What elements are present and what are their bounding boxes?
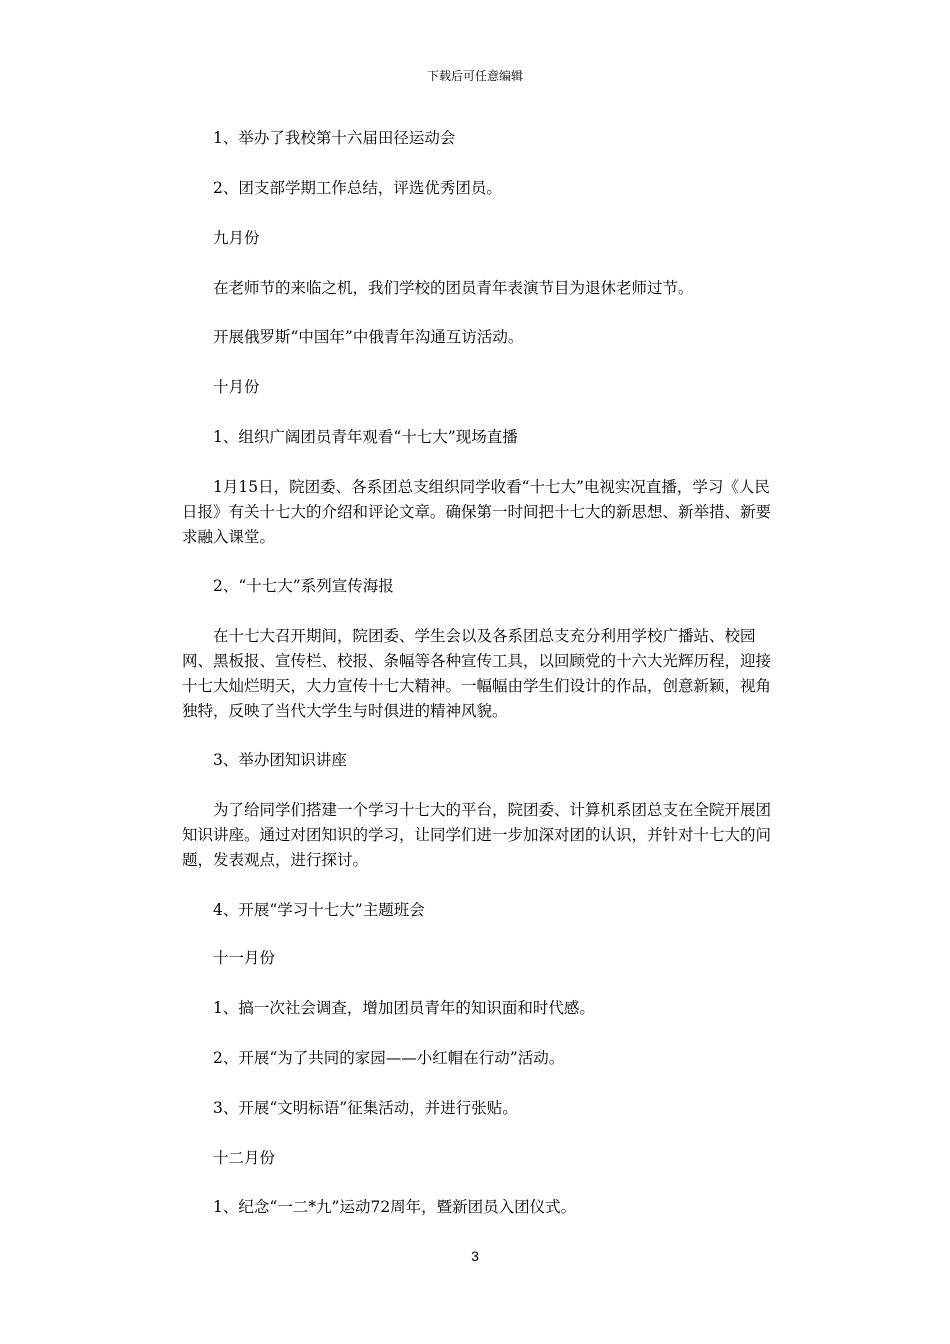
paragraph: 1、纪念“一二*九”运动72周年，暨新团员入团仪式。 bbox=[213, 1198, 577, 1216]
paragraph: 2、“十七大”系列宣传海报 bbox=[213, 577, 394, 595]
paragraph: 2、开展“为了共同的家园——小红帽在行动”活动。 bbox=[213, 1049, 565, 1067]
section-heading-october: 十月份 bbox=[213, 378, 260, 396]
paragraph: 开展俄罗斯“中国年”中俄青年沟通互访活动。 bbox=[213, 328, 524, 346]
section-heading-september: 九月份 bbox=[213, 229, 260, 247]
section-heading-november: 十一月份 bbox=[213, 949, 276, 967]
section-heading-december: 十二月份 bbox=[213, 1149, 276, 1167]
paragraph: 1、组织广阔团员青年观看“十七大”现场直播 bbox=[213, 428, 518, 446]
page-header: 下载后可任意编辑 bbox=[426, 69, 523, 83]
paragraph: 1、搞一次社会调查，增加团员青年的知识面和时代感。 bbox=[213, 999, 595, 1017]
paragraph: 在老师节的来临之机，我们学校的团员青年表演节目为退休老师过节。 bbox=[213, 279, 694, 297]
paragraph: 3、开展“文明标语”征集活动，并进行张贴。 bbox=[213, 1099, 518, 1117]
paragraph: 为了给同学们搭建一个学习十七大的平台，院团委、计算机系团总支在全院开展团知识讲座。通过对团知识的学习，让同学们进一步加深对团的认识，并针对十七大的问题，发表观点，进行探讨。 bbox=[182, 801, 772, 869]
paragraph: 1、举办了我校第十六届田径运动会 bbox=[213, 129, 456, 147]
paragraph: 2、团支部学期工作总结，评选优秀团员。 bbox=[213, 179, 502, 197]
paragraph: 4、开展“学习十七大”主题班会 bbox=[213, 901, 425, 919]
paragraph: 1月15日，院团委、各系团总支组织同学收看“十七大”电视实况直播，学习《人民日报》有关十七大的介绍和评论文章。确保第一时间把十七大的新思想、新举措、新要求融入课堂。 bbox=[182, 478, 772, 546]
paragraph: 在十七大召开期间，院团委、学生会以及各系团总支充分利用学校广播站、校园网、黑板报、宣传栏、校报、条幅等各种宣传工具，以回顾党的十六大光辉历程，迎接十七大灿烂明天，大力宣传十七大精神。一幅幅由学生们设计的作品，创意新颖，视角独特，反映了当代大学生与时俱进的精神风貌。 bbox=[182, 627, 772, 720]
page-number: 3 bbox=[471, 1248, 479, 1264]
paragraph: 3、举办团知识讲座 bbox=[213, 751, 347, 769]
